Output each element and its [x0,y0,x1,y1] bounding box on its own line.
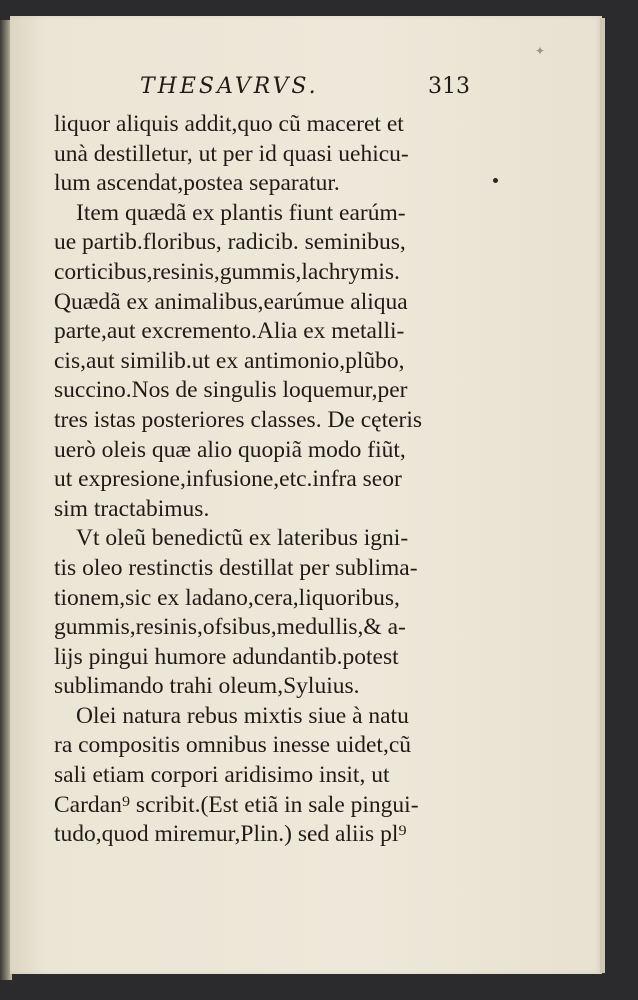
text-line: corticibus,resinis,gummis,lachrymis. [54,258,400,285]
text-line: tis oleo restinctis destillat per sublima- [54,554,418,581]
text-line: ra compositis omnibus inesse uidet,cũ [54,732,412,759]
text-line: parte,aut excremento.Alia ex metalli- [54,318,405,345]
text-line: unà destilletur, ut per id quasi uehicu- [54,140,409,167]
page-edge [600,18,605,973]
body-text [54,110,474,850]
text-line: tionem,sic ex ladano,cera,liquoribus, [54,584,400,611]
ink-speck [493,178,498,183]
running-head [140,74,470,108]
text-line: Cardan⁹ scribit.(Est etiã in sale pingui- [54,791,419,818]
text-line: tres istas posteriores classes. De cęteris [54,406,423,433]
text-line: tudo,quod miremur,Plin.) sed aliis pl⁹ [54,821,407,848]
paragraph-start-line: Item quædã ex plantis fiunt earúm- [76,199,406,226]
text-line: cis,aut similib.ut ex antimonio,plũbo, [54,347,405,374]
paragraph-start-line: Olei natura rebus mixtis siue à natu [76,702,409,729]
running-title: THESAVRVS. [140,74,319,99]
text-line: ut expresione,infusione,etc.infra seor [54,466,402,493]
text-line: sublimando trahi oleum,Syluius. [54,673,360,700]
text-line: gummis,resinis,ofsibus,medullis,& a- [54,614,406,641]
text-line: succino.Nos de singulis loquemur,per [54,377,408,404]
text-line: sim tractabimus. [54,495,210,522]
text-line: lijs pingui humore adundantib.potest [54,643,399,670]
paragraph-start-line: Vt oleũ benedictũ ex lateribus igni- [76,525,409,552]
text-line: Quædã ex animalibus,earúmue aliqua [54,288,408,315]
text-line: ue partib.floribus, radicib. seminibus, [54,229,406,256]
text-line: liquor aliquis addit,quo cũ maceret et [54,111,404,137]
page-number: 313 [428,74,470,99]
text-line: sali etiam corpori aridisimo insit, ut [54,762,390,789]
text-line: uerò oleis quæ alio quopiã modo fiũt, [54,436,406,463]
library-stamp-mark: ✦ [535,44,546,58]
text-line: lum ascendat,postea separatur. [54,170,340,197]
